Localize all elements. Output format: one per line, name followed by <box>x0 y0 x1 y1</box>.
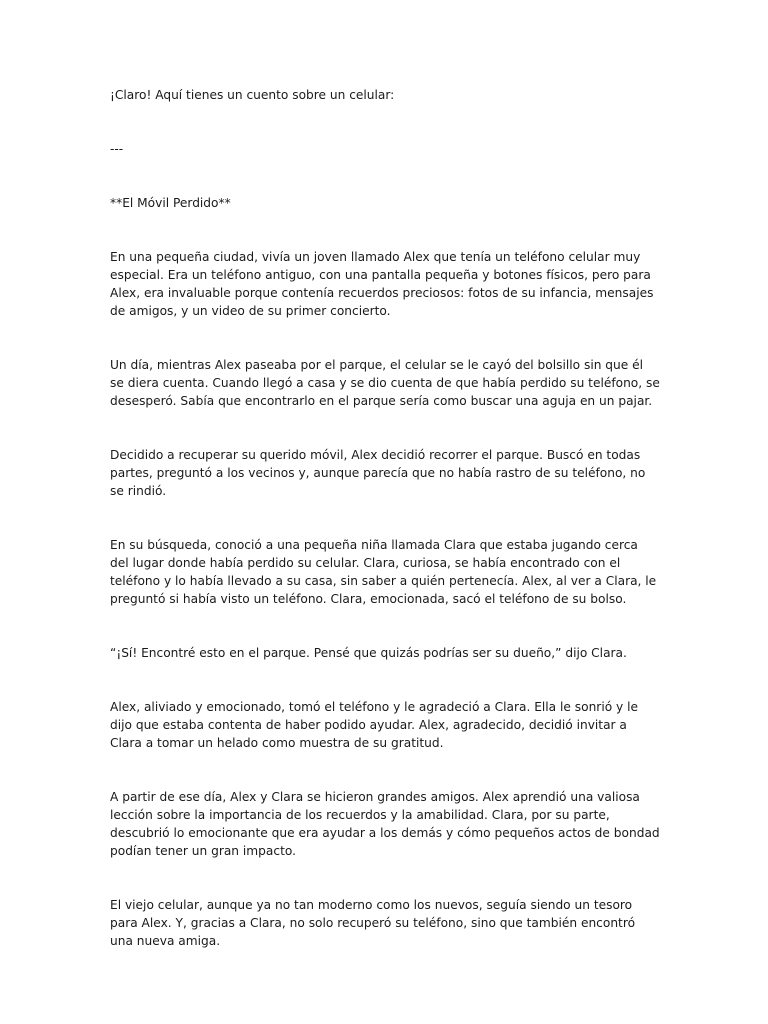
document-page <box>110 86 660 986</box>
story-paragraph-7: A partir de ese día, Alex y Clara se hicieron grandes amigos. Alex aprendió una valiosa lección sobre la importancia de los recuerdos y la amabilidad. Clara, por su parte, descubrió lo emocionante que era ayudar a los demás y cómo pequeños actos de bondad podían tener un gran impacto. <box>110 790 660 858</box>
story-paragraph-8: El viejo celular, aunque ya no tan moderno como los nuevos, seguía siendo un tesoro para Alex. Y, gracias a Clara, no solo recuperó su teléfono, sino que también encontró una nueva amiga. <box>110 898 636 948</box>
story-paragraph-3: Decidido a recuperar su querido móvil, Alex decidió recorrer el parque. Buscó en todas partes, preguntó a los vecinos y, aunque parecía que no había rastro de su teléfono, no se rindió. <box>110 448 646 498</box>
intro-line: ¡Claro! Aquí tienes un cuento sobre un celular: <box>110 88 395 102</box>
story-paragraph-5: “¡Sí! Encontré esto en el parque. Pensé que quizás podrías ser su dueño,” dijo Clara. <box>110 646 627 660</box>
story-paragraph-4: En su búsqueda, conoció a una pequeña niña llamada Clara que estaba jugando cerca del lugar donde había perdido su celular. Clara, curiosa, se había encontrado con el teléfono y lo había llevado a su casa, sin saber a quién pertenecía. Alex, al ver a Clara, le preguntó si había visto un teléfono. Clara, emocionada, sacó el teléfono de su bolso. <box>110 538 657 606</box>
story-paragraph-1: En una pequeña ciudad, vivía un joven llamado Alex que tenía un teléfono celular muy especial. Era un teléfono antiguo, con una pantalla pequeña y botones físicos, pero para Alex, era invaluable porque contenía recuerdos preciosos: fotos de su infancia, mensajes de amigos, y un video de su primer concierto. <box>110 250 654 318</box>
story-title: **El Móvil Perdido** <box>110 196 231 210</box>
story-paragraph-6: Alex, aliviado y emocionado, tomó el teléfono y le agradeció a Clara. Ella le sonrió y le dijo que estaba contenta de haber podido ayudar. Alex, agradecido, decidió invitar a Clara a tomar un helado como muestra de su gratitud. <box>110 700 639 750</box>
story-paragraph-2: Un día, mientras Alex paseaba por el parque, el celular se le cayó del bolsillo sin que él se diera cuenta. Cuando llegó a casa y se dio cuenta de que había perdido su teléfono, se desesperó. Sabía que encontrarlo en el parque sería como buscar una aguja en un pajar. <box>110 358 660 408</box>
separator-line: --- <box>110 142 124 156</box>
